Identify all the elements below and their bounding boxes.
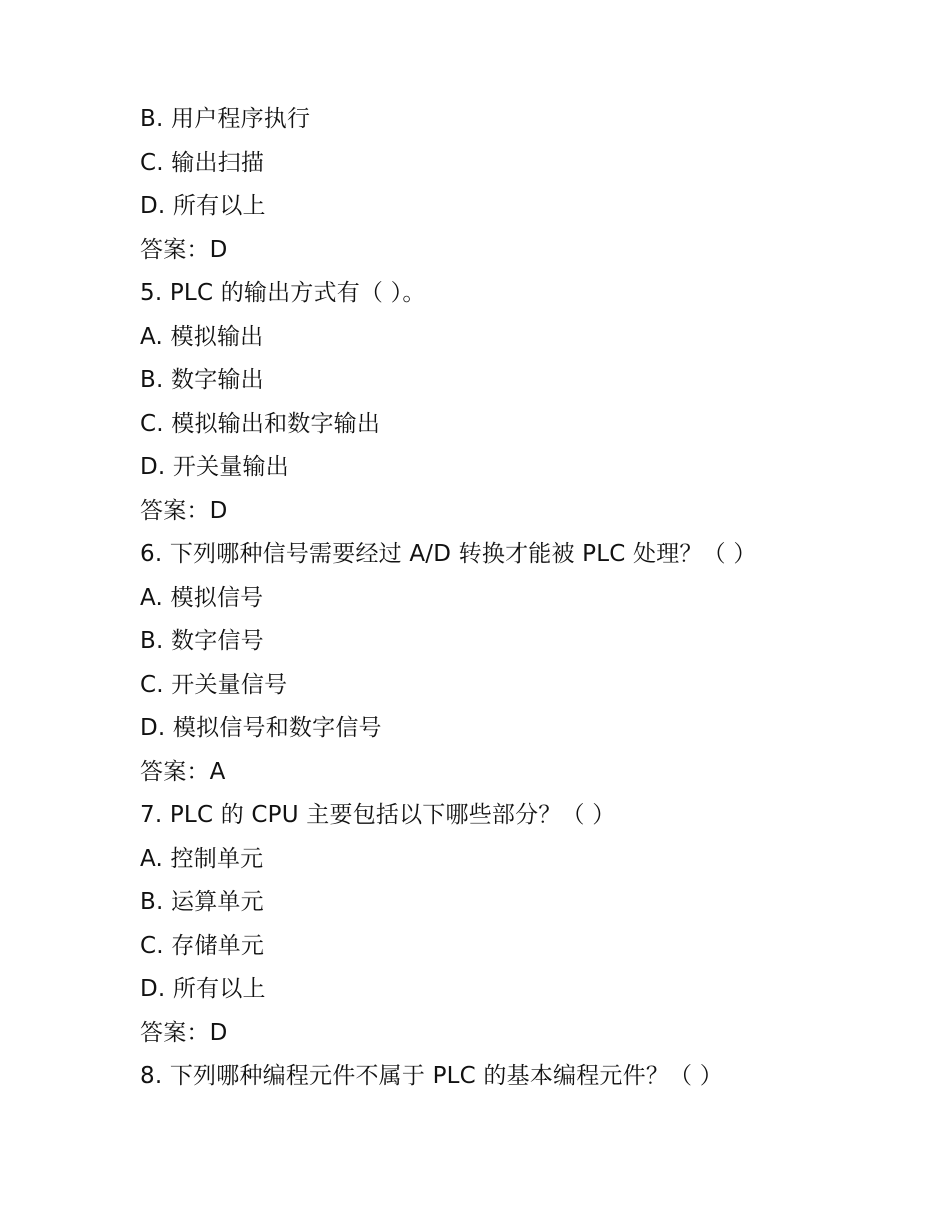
answer-line: 答案：D [140,236,228,263]
option-d: D. 模拟信号和数字信号 [140,715,382,741]
document-body [140,98,900,1099]
answer-line: 答案：D [140,497,228,524]
option-a: A. 控制单元 [140,845,264,872]
option-a: A. 模拟信号 [140,584,264,611]
option-c: C. 模拟输出和数字输出 [140,410,381,437]
option-b: B. 数字信号 [140,628,264,654]
option-b: B. 用户程序执行 [140,106,311,132]
option-a: A. 模拟输出 [140,323,264,350]
option-d: D. 所有以上 [140,976,266,1002]
question-5: 5. PLC 的输出方式有（ ）。 [140,280,426,306]
question-8: 8. 下列哪种编程元件不属于 PLC 的基本编程元件？（ ） [140,1063,723,1089]
option-b: B. 数字输出 [140,367,264,393]
question-7: 7. PLC 的 CPU 主要包括以下哪些部分？（ ） [140,802,616,828]
option-d: D. 所有以上 [140,193,266,219]
option-b: B. 运算单元 [140,889,264,915]
option-d: D. 开关量输出 [140,454,289,480]
question-6: 6. 下列哪种信号需要经过 A/D 转换才能被 PLC 处理？（ ） [140,541,757,567]
option-c: C. 开关量信号 [140,671,288,698]
answer-line: 答案：A [140,758,226,785]
option-c: C. 输出扫描 [140,149,265,176]
answer-line: 答案：D [140,1019,228,1046]
option-c: C. 存储单元 [140,932,265,959]
